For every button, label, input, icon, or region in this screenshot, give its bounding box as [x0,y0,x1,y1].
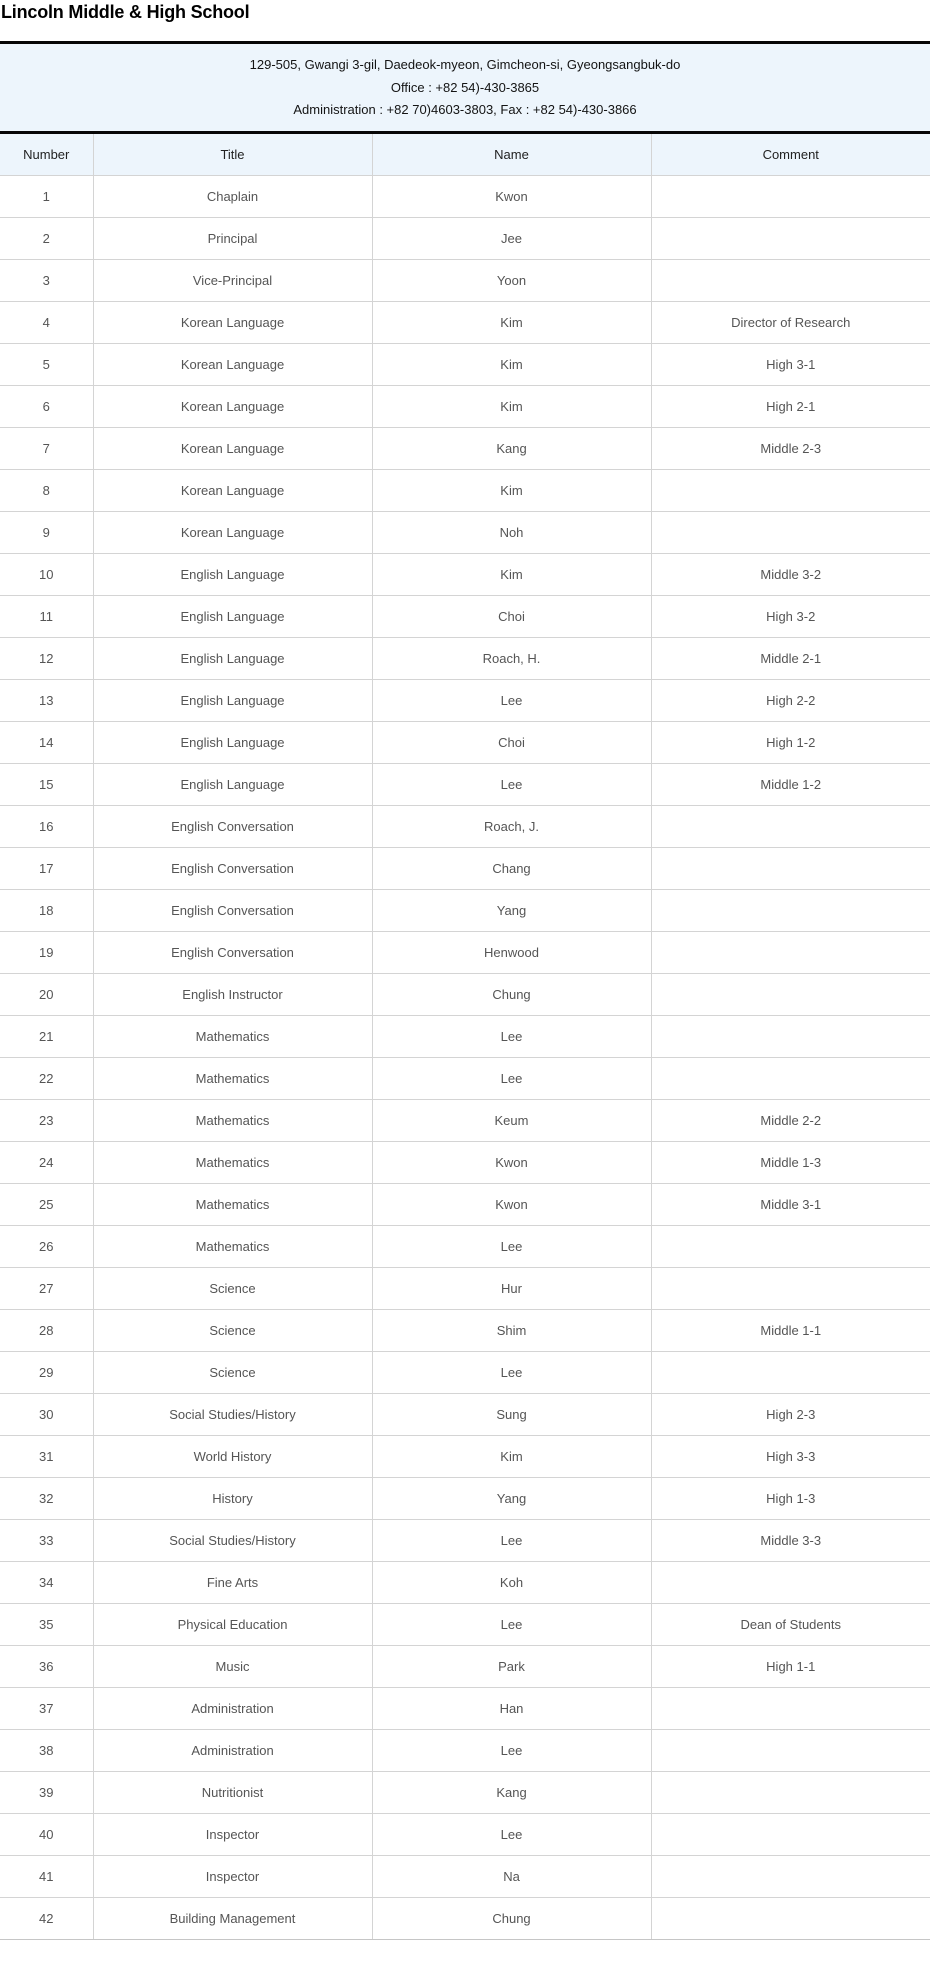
cell-title: Korean Language [93,511,372,553]
cell-comment [651,1351,930,1393]
cell-name: Kim [372,301,651,343]
cell-name: Lee [372,1225,651,1267]
cell-name: Roach, H. [372,637,651,679]
column-header-number: Number [0,134,93,176]
cell-title: Mathematics [93,1057,372,1099]
cell-comment: Middle 3-2 [651,553,930,595]
cell-title: English Conversation [93,847,372,889]
bottom-whitespace [0,1940,930,1970]
cell-number: 12 [0,637,93,679]
cell-number: 4 [0,301,93,343]
cell-number: 16 [0,805,93,847]
table-row [0,385,930,427]
cell-name: Koh [372,1561,651,1603]
cell-name: Yang [372,1477,651,1519]
cell-number: 27 [0,1267,93,1309]
cell-comment: High 1-1 [651,1645,930,1687]
cell-comment: High 2-2 [651,679,930,721]
cell-comment [651,805,930,847]
table-row [0,973,930,1015]
table-row [0,763,930,805]
cell-number: 7 [0,427,93,469]
table-row [0,1477,930,1519]
cell-comment: High 3-3 [651,1435,930,1477]
cell-name: Kang [372,1771,651,1813]
cell-name: Lee [372,1519,651,1561]
cell-number: 42 [0,1897,93,1939]
cell-number: 6 [0,385,93,427]
cell-title: Korean Language [93,385,372,427]
contact-info-box [0,41,930,134]
cell-number: 36 [0,1645,93,1687]
cell-comment: Middle 3-3 [651,1519,930,1561]
table-row [0,427,930,469]
cell-name: Lee [372,763,651,805]
cell-name: Lee [372,1603,651,1645]
table-row [0,259,930,301]
cell-comment [651,1561,930,1603]
cell-name: Lee [372,1351,651,1393]
cell-comment [651,931,930,973]
cell-title: Social Studies/History [93,1393,372,1435]
page-title: Lincoln Middle & High School [1,2,250,22]
cell-number: 26 [0,1225,93,1267]
table-row [0,1057,930,1099]
cell-number: 8 [0,469,93,511]
cell-number: 38 [0,1729,93,1771]
cell-comment: High 2-3 [651,1393,930,1435]
cell-comment [651,1225,930,1267]
cell-title: Science [93,1351,372,1393]
cell-number: 29 [0,1351,93,1393]
cell-number: 22 [0,1057,93,1099]
cell-comment: Dean of Students [651,1603,930,1645]
cell-title: Mathematics [93,1225,372,1267]
cell-name: Noh [372,511,651,553]
cell-name: Kim [372,1435,651,1477]
table-row [0,1309,930,1351]
cell-number: 30 [0,1393,93,1435]
cell-title: Science [93,1309,372,1351]
cell-name: Kim [372,469,651,511]
table-row [0,1435,930,1477]
table-row [0,175,930,217]
cell-comment [651,1855,930,1897]
cell-name: Chung [372,973,651,1015]
table-row [0,301,930,343]
cell-comment: Middle 1-3 [651,1141,930,1183]
cell-number: 3 [0,259,93,301]
cell-name: Kim [372,343,651,385]
cell-number: 17 [0,847,93,889]
cell-number: 41 [0,1855,93,1897]
cell-name: Lee [372,679,651,721]
cell-title: Physical Education [93,1603,372,1645]
cell-comment [651,973,930,1015]
table-row [0,469,930,511]
cell-name: Lee [372,1729,651,1771]
cell-comment [651,1813,930,1855]
cell-name: Hur [372,1267,651,1309]
cell-comment [651,1687,930,1729]
cell-name: Han [372,1687,651,1729]
cell-comment: High 3-2 [651,595,930,637]
cell-comment [651,889,930,931]
cell-number: 32 [0,1477,93,1519]
cell-number: 18 [0,889,93,931]
table-header [0,134,930,176]
cell-name: Kwon [372,175,651,217]
cell-number: 11 [0,595,93,637]
cell-title: English Language [93,679,372,721]
cell-number: 23 [0,1099,93,1141]
table-row [0,595,930,637]
table-row [0,1519,930,1561]
cell-comment [651,1057,930,1099]
table-body [0,175,930,1939]
cell-comment [651,259,930,301]
address-line: 129-505, Gwangi 3-gil, Daedeok-myeon, Gimcheon-si, Gyeongsangbuk-do [249,57,681,72]
cell-number: 20 [0,973,93,1015]
administration-phone-line: Administration : +82 70)4603-3803, Fax : +82 54)-430-3866 [293,102,637,117]
cell-name: Keum [372,1099,651,1141]
cell-title: Inspector [93,1813,372,1855]
cell-comment [651,1729,930,1771]
office-phone-line: Office : +82 54)-430-3865 [390,79,540,95]
cell-name: Henwood [372,931,651,973]
table-row [0,1267,930,1309]
cell-title: Korean Language [93,427,372,469]
cell-title: History [93,1477,372,1519]
cell-name: Lee [372,1015,651,1057]
table-row [0,553,930,595]
cell-name: Park [372,1645,651,1687]
cell-title: English Conversation [93,805,372,847]
cell-title: Administration [93,1729,372,1771]
cell-comment: High 1-2 [651,721,930,763]
cell-comment: Director of Research [651,301,930,343]
table-row [0,1813,930,1855]
cell-number: 2 [0,217,93,259]
table-row [0,1393,930,1435]
cell-name: Choi [372,721,651,763]
cell-name: Chung [372,1897,651,1939]
cell-number: 39 [0,1771,93,1813]
cell-title: Korean Language [93,469,372,511]
cell-comment [651,175,930,217]
cell-name: Kim [372,385,651,427]
cell-title: English Conversation [93,931,372,973]
cell-comment [651,217,930,259]
cell-title: Music [93,1645,372,1687]
cell-number: 10 [0,553,93,595]
cell-number: 13 [0,679,93,721]
table-row [0,931,930,973]
cell-comment [651,1771,930,1813]
cell-comment [651,1015,930,1057]
cell-title: English Language [93,595,372,637]
cell-comment: Middle 2-1 [651,637,930,679]
table-row [0,1351,930,1393]
cell-number: 9 [0,511,93,553]
cell-number: 15 [0,763,93,805]
table-row [0,217,930,259]
table-row [0,847,930,889]
cell-comment: High 1-3 [651,1477,930,1519]
cell-comment [651,847,930,889]
cell-number: 14 [0,721,93,763]
table-row [0,1855,930,1897]
cell-number: 1 [0,175,93,217]
cell-number: 24 [0,1141,93,1183]
cell-name: Chang [372,847,651,889]
cell-title: Building Management [93,1897,372,1939]
column-header-name: Name [372,134,651,176]
cell-title: Mathematics [93,1099,372,1141]
cell-title: English Language [93,721,372,763]
cell-title: Administration [93,1687,372,1729]
table-row [0,343,930,385]
column-header-comment: Comment [651,134,930,176]
cell-title: English Language [93,763,372,805]
table-row [0,721,930,763]
cell-title: Social Studies/History [93,1519,372,1561]
cell-comment: Middle 2-2 [651,1099,930,1141]
cell-name: Choi [372,595,651,637]
cell-title: World History [93,1435,372,1477]
cell-comment: High 3-1 [651,343,930,385]
cell-name: Jee [372,217,651,259]
table-row [0,1687,930,1729]
cell-name: Sung [372,1393,651,1435]
cell-comment: Middle 2-3 [651,427,930,469]
cell-name: Lee [372,1813,651,1855]
cell-title: Inspector [93,1855,372,1897]
cell-comment: Middle 3-1 [651,1183,930,1225]
header-row [0,134,930,176]
table-row [0,679,930,721]
cell-name: Yang [372,889,651,931]
cell-title: Korean Language [93,301,372,343]
table-row [0,1897,930,1939]
cell-number: 37 [0,1687,93,1729]
cell-title: Mathematics [93,1183,372,1225]
cell-comment [651,511,930,553]
cell-name: Na [372,1855,651,1897]
cell-title: Principal [93,217,372,259]
table-row [0,511,930,553]
cell-name: Kwon [372,1183,651,1225]
table-row [0,1603,930,1645]
table-row [0,1729,930,1771]
cell-comment [651,1267,930,1309]
table-row [0,1561,930,1603]
cell-name: Kim [372,553,651,595]
cell-title: English Conversation [93,889,372,931]
cell-title: Korean Language [93,343,372,385]
cell-number: 31 [0,1435,93,1477]
cell-name: Kwon [372,1141,651,1183]
cell-number: 5 [0,343,93,385]
cell-number: 35 [0,1603,93,1645]
column-header-title: Title [93,134,372,176]
table-row [0,805,930,847]
cell-comment: High 2-1 [651,385,930,427]
cell-title: Mathematics [93,1015,372,1057]
cell-title: Science [93,1267,372,1309]
cell-comment: Middle 1-2 [651,763,930,805]
table-row [0,1015,930,1057]
cell-number: 25 [0,1183,93,1225]
cell-number: 28 [0,1309,93,1351]
table-row [0,1141,930,1183]
table-row [0,1645,930,1687]
cell-number: 33 [0,1519,93,1561]
table-row [0,1183,930,1225]
table-row [0,889,930,931]
cell-title: Vice-Principal [93,259,372,301]
staff-directory-table [0,134,930,1940]
cell-title: Fine Arts [93,1561,372,1603]
cell-title: Chaplain [93,175,372,217]
cell-number: 34 [0,1561,93,1603]
cell-name: Yoon [372,259,651,301]
cell-title: Nutritionist [93,1771,372,1813]
cell-name: Roach, J. [372,805,651,847]
table-row [0,1225,930,1267]
table-row [0,1771,930,1813]
cell-number: 40 [0,1813,93,1855]
cell-name: Shim [372,1309,651,1351]
cell-number: 19 [0,931,93,973]
table-row [0,1099,930,1141]
table-row [0,637,930,679]
cell-comment [651,469,930,511]
cell-name: Kang [372,427,651,469]
cell-number: 21 [0,1015,93,1057]
cell-comment [651,1897,930,1939]
cell-name: Lee [372,1057,651,1099]
cell-comment: Middle 1-1 [651,1309,930,1351]
cell-title: English Language [93,553,372,595]
cell-title: English Language [93,637,372,679]
cell-title: Mathematics [93,1141,372,1183]
cell-title: English Instructor [93,973,372,1015]
